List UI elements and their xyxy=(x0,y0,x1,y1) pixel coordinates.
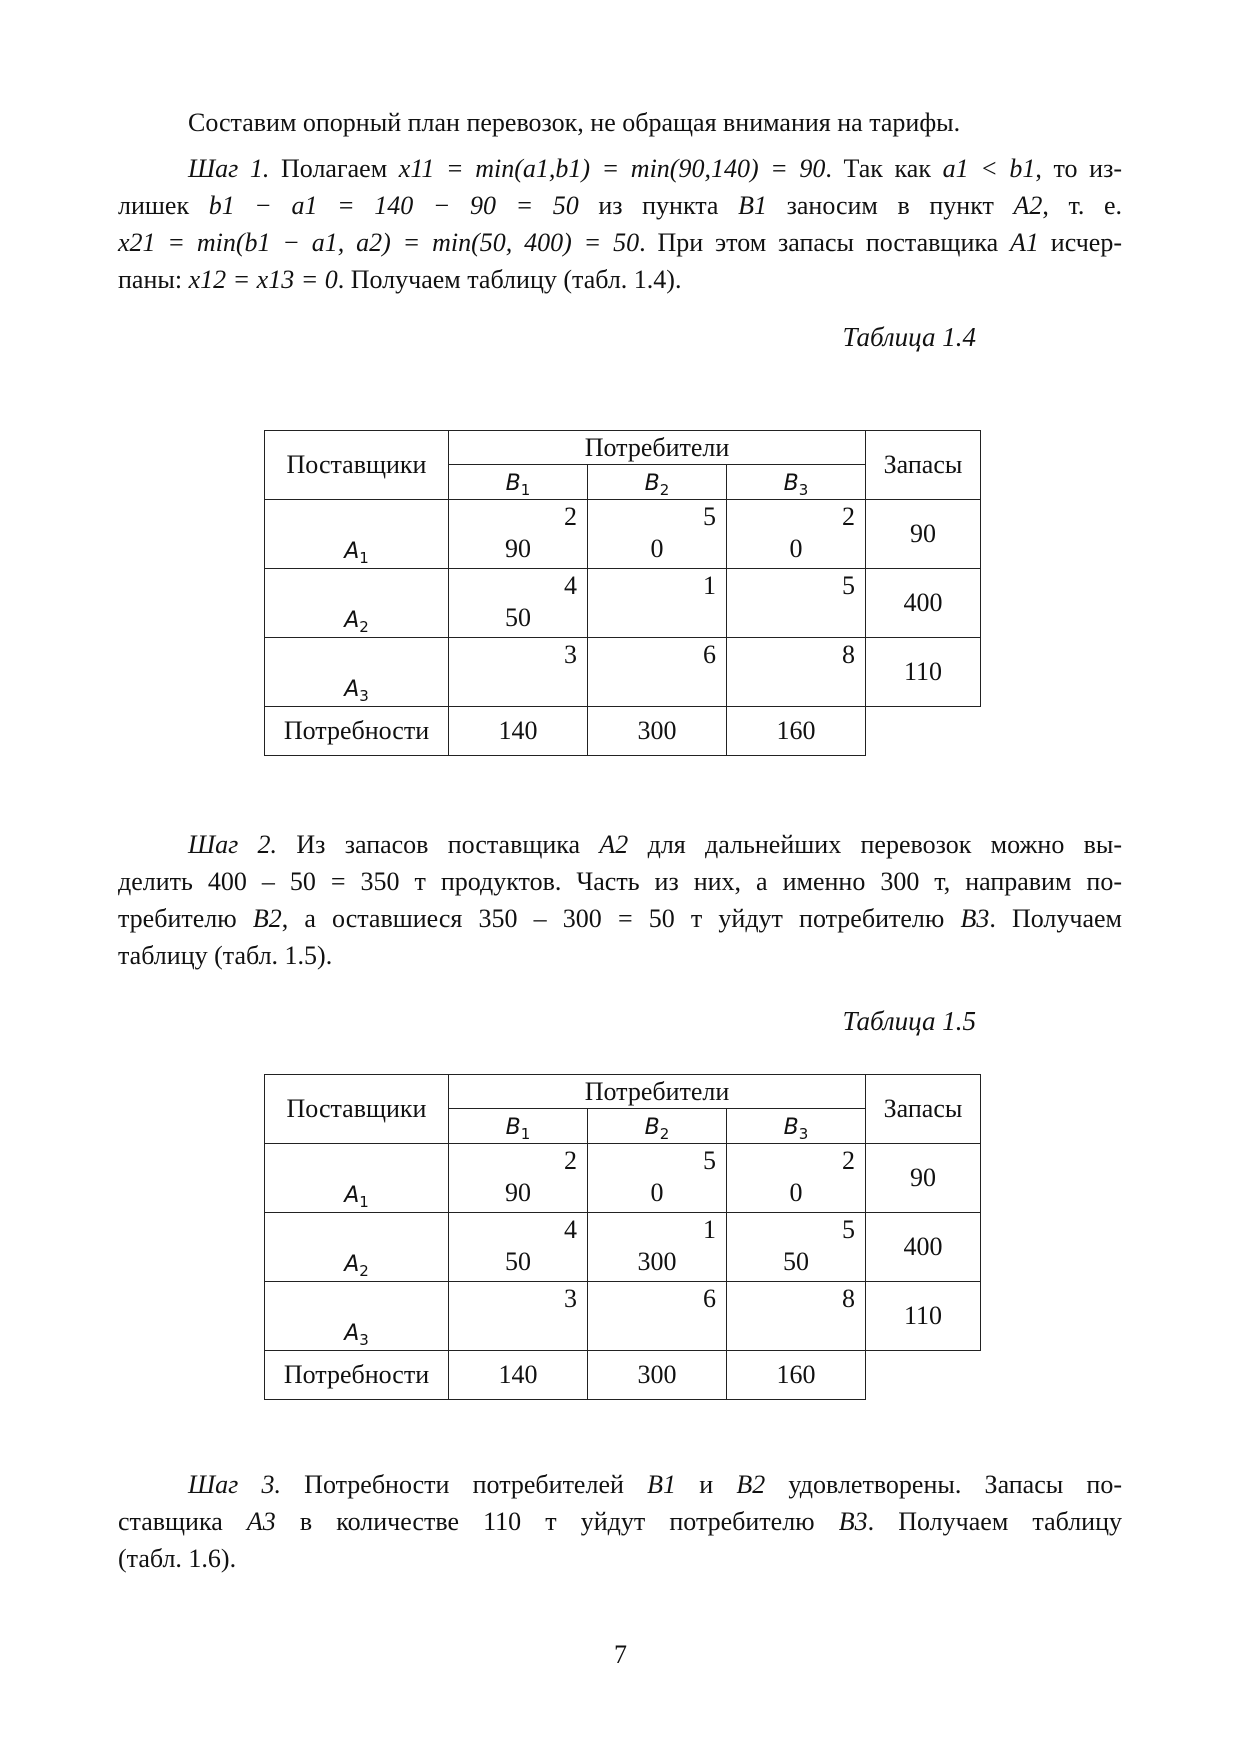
step2-label: Шаг 2. xyxy=(188,830,278,859)
table-row: $A_3$ 3 6 8 110 xyxy=(265,1282,981,1351)
step2-paragraph: Шаг 2. Из запасов поставщика A2 для дальнейших перевозок можно вы- делить 400 – 50 = 350 т продуктов. Часть из них, а именно 300 т, направим по- требителю B2, а оставшиеся 350 – 300 = 50 т уйдут потребителю B3. Получаем таблицу (табл. 1.5). xyxy=(118,830,1123,970)
consumer-b2: $B_2$ xyxy=(588,465,727,500)
consumer-b2: $B_2$ xyxy=(588,1109,727,1144)
step1-label: Шаг 1. xyxy=(188,154,270,183)
consumers-header: Потребители xyxy=(449,431,866,465)
table-row: $A_2$ 4 50 1 5 400 xyxy=(265,569,981,638)
table-1-5-caption: Таблица 1.5 xyxy=(842,1006,976,1036)
intro-paragraph: Составим опорный план перевозок, не обращая внимания на тарифы. xyxy=(188,108,961,137)
supplier-a1: $A_1$ xyxy=(344,1183,369,1211)
consumer-b3: $B_3$ xyxy=(727,465,866,500)
table-row: $A_1$ 2 90 5 0 2 0 90 xyxy=(265,1144,981,1213)
needs-label: Потребности xyxy=(265,707,449,756)
consumer-b1: $B_1$ xyxy=(449,465,588,500)
stock-cell: 90 xyxy=(866,500,981,569)
needs-label: Потребности xyxy=(265,1351,449,1400)
needs-row: Потребности 140 300 160 xyxy=(265,1351,981,1400)
consumer-b1: $B_1$ xyxy=(449,1109,588,1144)
needs-row: Потребности 140 300 160 xyxy=(265,707,981,756)
stock-cell: 400 xyxy=(866,569,981,638)
stocks-header: Запасы xyxy=(866,431,981,500)
table-1-5 xyxy=(264,1074,981,1400)
consumer-b3: $B_3$ xyxy=(727,1109,866,1144)
table-row: $A_1$ 2 90 5 0 2 0 90 xyxy=(265,500,981,569)
table-row: $A_3$ 3 6 8 110 xyxy=(265,638,981,707)
stock-cell: 400 xyxy=(866,1213,981,1282)
table-1-4-caption: Таблица 1.4 xyxy=(842,322,976,352)
page-number: 7 xyxy=(614,1640,627,1669)
supplier-a3: $A_3$ xyxy=(344,677,369,705)
suppliers-header: Поставщики xyxy=(265,431,449,500)
stock-cell: 90 xyxy=(866,1144,981,1213)
supplier-a1: $A_1$ xyxy=(344,539,369,567)
step3-paragraph: Шаг 3. Потребности потребителей B1 и B2 удовлетворены. Запасы по- ставщика A3 в количестве 110 т уйдут потребителю B3. Получаем таблицу (табл. 1.6). xyxy=(118,1470,1123,1573)
step1-paragraph: Шаг 1. Полагаем x11 = min(a1,b1) = min(90,140) = 90. Так как a1 < b1, то из- лишек b1 − a1 = 140 − 90 = 50 из пункта B1 заносим в пункт A2, т. е. x21 = min(b1 − a1, a2) = min(50, 400) = 50. При этом запасы поставщика A1 исчер- паны: x12 = x13 = 0. Получаем таблицу (табл. 1.4). xyxy=(118,154,1123,294)
supplier-a2: $A_2$ xyxy=(344,1252,369,1280)
formula: x11 = min(a1,b1) = min(90,140) = 90 xyxy=(398,154,826,183)
supplier-a2: $A_2$ xyxy=(344,608,369,636)
table-row: $A_2$ 4 50 1 300 5 50 400 xyxy=(265,1213,981,1282)
stocks-header: Запасы xyxy=(866,1075,981,1144)
stock-cell: 110 xyxy=(866,638,981,707)
suppliers-header: Поставщики xyxy=(265,1075,449,1144)
step3-label: Шаг 3. xyxy=(188,1470,281,1499)
stock-cell: 110 xyxy=(866,1282,981,1351)
supplier-a3: $A_3$ xyxy=(344,1321,369,1349)
consumers-header: Потребители xyxy=(449,1075,866,1109)
table-1-4 xyxy=(264,430,981,756)
